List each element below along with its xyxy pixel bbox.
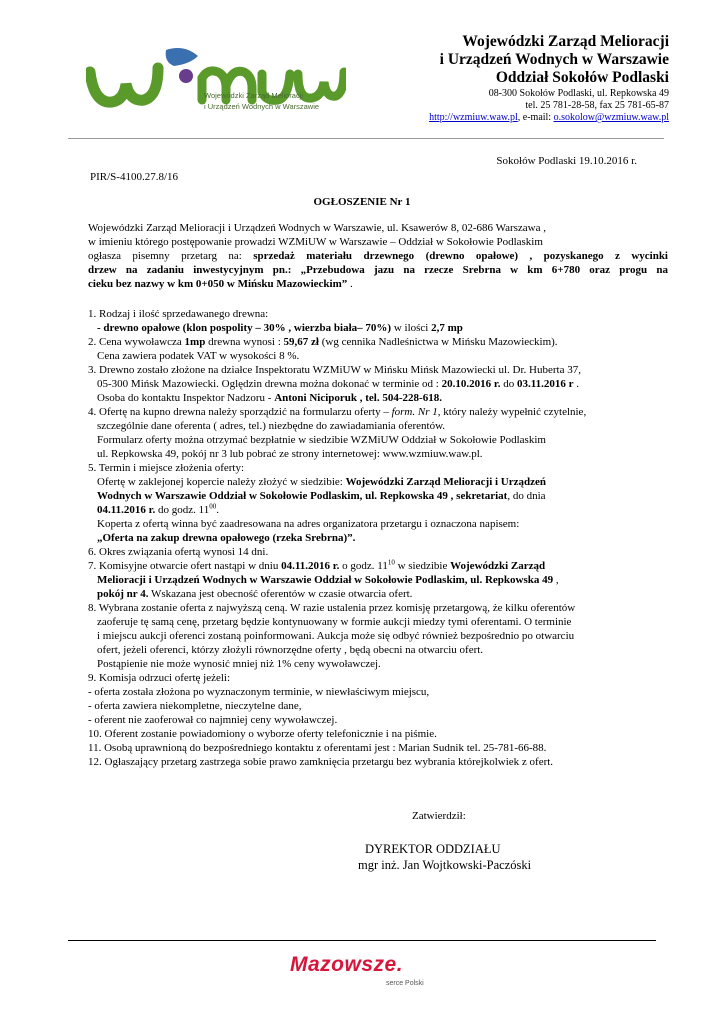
list-item: 8. Wybrana zostanie oferta z najwyższą ceną. W razie ustalenia przez komisję przetargową, że kilku oferentów <box>88 602 576 614</box>
intro-line: cieku bez nazwy w km 0+050 w Mińsku Mazowieckim” . <box>88 278 353 290</box>
signatory-role: DYREKTOR ODDZIAŁU <box>365 842 501 856</box>
header-divider <box>68 138 664 139</box>
list-item: 10. Oferent zostanie powiadomiony o wyborze oferty telefonicznie i na piśmie. <box>88 728 437 740</box>
list-item: 4. Ofertę na kupno drewna należy sporządzić na formularzu oferty – form. Nr 1, który należy wypełnić czytelnie, <box>88 406 587 418</box>
intro-line: drzew na zadaniu inwestycyjnym pn.: „Przebudowa jazu na rzecze Srebrna w km 6+780 oraz progu na <box>88 264 668 276</box>
intro-paragraph <box>88 221 668 291</box>
header-title-3: Oddział Sokołów Podlaski <box>495 69 669 86</box>
list-item: Ofertę w zaklejonej kopercie należy złożyć w siedzibie: Wojewódzki Zarząd Melioracji i Urządzeń <box>97 476 547 488</box>
list-item: pokój nr 4. Wskazana jest obecność oferentów w czasie otwarcia ofert. <box>97 588 413 600</box>
list-item: Koperta z ofertą winna być zaadresowana na adres organizatora przetargu i oznaczona napisem: <box>97 518 520 530</box>
logo-subtitle-2: i Urządzeń Wodnych w Warszawie <box>204 102 320 111</box>
list-item: 3. Drewno zostało złożone na działce Inspektoratu WZMiUW w Mińsku Mińsk Mazowiecki ul. Dr. Huberta 37, <box>88 364 581 376</box>
mazowsze-tagline: serce Polski <box>386 980 424 987</box>
list-item: 2. Cena wywoławcza 1mp drewna wynosi : 59,67 zł (wg cennika Nadleśnictwa w Mińsku Mazowieckim). <box>88 336 558 348</box>
conditions-list <box>88 307 668 769</box>
email-link[interactable]: o.sokolow@wzmiuw.waw.pl <box>553 112 669 123</box>
header-address: 08-300 Sokołów Podlaski, ul. Repkowska 49 <box>488 88 669 99</box>
list-item: „Oferta na zakup drewna opałowego (rzeka Srebrna)”. <box>97 532 356 544</box>
header-title-2: i Urządzeń Wodnych w Warszawie <box>439 51 669 68</box>
footer-divider <box>68 940 656 941</box>
list-item: 11. Osobą uprawnioną do bezpośredniego kontaktu z oferentami jest : Marian Sudnik tel. 25-781-66-88. <box>88 742 547 754</box>
list-item: Postąpienie nie może wynosić mniej niż 1% ceny wywoławczej. <box>97 658 381 670</box>
list-item: 6. Okres związania ofertą wynosi 14 dni. <box>88 546 269 558</box>
list-item: - drewno opałowe (klon pospolity – 30% , wierzba biała– 70%) w ilości 2,7 mp <box>97 322 463 334</box>
list-item: - oferent nie zaoferował co najmniej ceny wywoławczej. <box>88 714 338 726</box>
document-title: OGŁOSZENIE Nr 1 <box>313 196 411 208</box>
document-reference: PIR/S-4100.27.8/16 <box>90 171 179 183</box>
list-item: Melioracji i Urządzeń Wodnych w Warszawie Oddział w Sokołowie Podlaskim, ul. Repkowska 49 , <box>97 574 559 586</box>
intro-line: w imieniu którego postępowanie prowadzi WZMiUW w Warszawie – Oddział w Sokołowie Podlaskim <box>88 236 543 248</box>
header-phone: tel. 25 781-28-58, fax 25 781-65-87 <box>525 100 669 111</box>
list-item: 5. Termin i miejsce złożenia oferty: <box>88 462 245 474</box>
intro-line: Wojewódzki Zarząd Melioracji i Urządzeń Wodnych w Warszawie, ul. Ksawerów 8, 02-686 Warszawa , <box>88 222 546 234</box>
list-item: i miejscu aukcji oferenci zostaną poinformowani. Aukcja może się odbyć również bezpośrednio po otwarciu <box>97 630 575 642</box>
list-item: Cena zawiera podatek VAT w wysokości 8 %. <box>97 350 300 362</box>
logo-subtitle-1: Wojewódzki Zarząd Melioracji <box>204 91 304 100</box>
list-item: 7. Komisyjne otwarcie ofert nastąpi w dniu 04.11.2016 r. o godz. $11^{10}$ w siedzibie Wojewódzki Zarząd <box>88 558 546 572</box>
mazowsze-brand-logo: Mazowsze. <box>290 953 404 976</box>
list-item: 04.11.2016 r. do godz. $11^{00}$. <box>97 502 219 516</box>
list-item: Osoba do kontaktu Inspektor Nadzoru - Antoni Niciporuk , tel. 504-228-618. <box>97 392 442 404</box>
list-item: - oferta zawiera niekompletne, nieczytelne dane, <box>88 700 302 712</box>
header-title-1: Wojewódzki Zarząd Melioracji <box>462 33 669 50</box>
website-link[interactable]: http://wzmiuw.waw.pl <box>429 112 518 123</box>
list-item: Formularz oferty można otrzymać bezpłatnie w siedzibie WZMiUW Oddział w Sokołowie Podlaskim <box>97 434 546 446</box>
document-date: Sokołów Podlaski 19.10.2016 r. <box>496 155 637 167</box>
email-label: , e-mail: <box>517 112 554 123</box>
header-contact <box>429 112 669 125</box>
approved-label: Zatwierdził: <box>412 810 466 822</box>
list-item: 05-300 Mińsk Mazowiecki. Oględzin drewna można dokonać w terminie od : 20.10.2016 r. do 03.11.2016 r . <box>97 378 579 390</box>
list-item: zaoferuje tę samą cenę, przetarg będzie kontynuowany w formie aukcji miedzy tymi oferentami. O terminie <box>97 616 572 628</box>
list-item: 9. Komisja odrzuci ofertę jeżeli: <box>88 672 231 684</box>
list-item: Wodnych w Warszawie Oddział w Sokołowie Podlaskim, ul. Repkowska 49 , sekretariat, do dnia <box>97 490 546 502</box>
list-item: - oferta została złożona po wyznaczonym terminie, w niewłaściwym miejscu, <box>88 686 430 698</box>
list-item: ofert, jeżeli oferenci, którzy złożyli równorzędne oferty , będą obecni na otwarciu ofert. <box>97 644 484 656</box>
list-item: 12. Ogłaszający przetarg zastrzega sobie prawo zamknięcia przetargu bez wybrania którejkolwiek z ofert. <box>88 756 554 768</box>
signatory-name: mgr inż. Jan Wojtkowski-Paczóski <box>358 858 532 872</box>
list-item: ul. Repkowska 49, pokój nr 3 lub pobrać ze strony internetowej: www.wzmiuw.waw.pl. <box>97 448 483 460</box>
list-item: 1. Rodzaj i ilość sprzedawanego drewna: <box>88 308 269 320</box>
intro-line: ogłasza pisemny przetarg na: sprzedaż materiału drzewnego (drewno opałowe) , pozyskanego z wycinki <box>88 250 668 262</box>
list-item: szczególnie dane oferenta ( adres, tel.) niezbędne do zawiadamiania oferentów. <box>97 420 446 432</box>
organization-logo <box>86 42 346 122</box>
